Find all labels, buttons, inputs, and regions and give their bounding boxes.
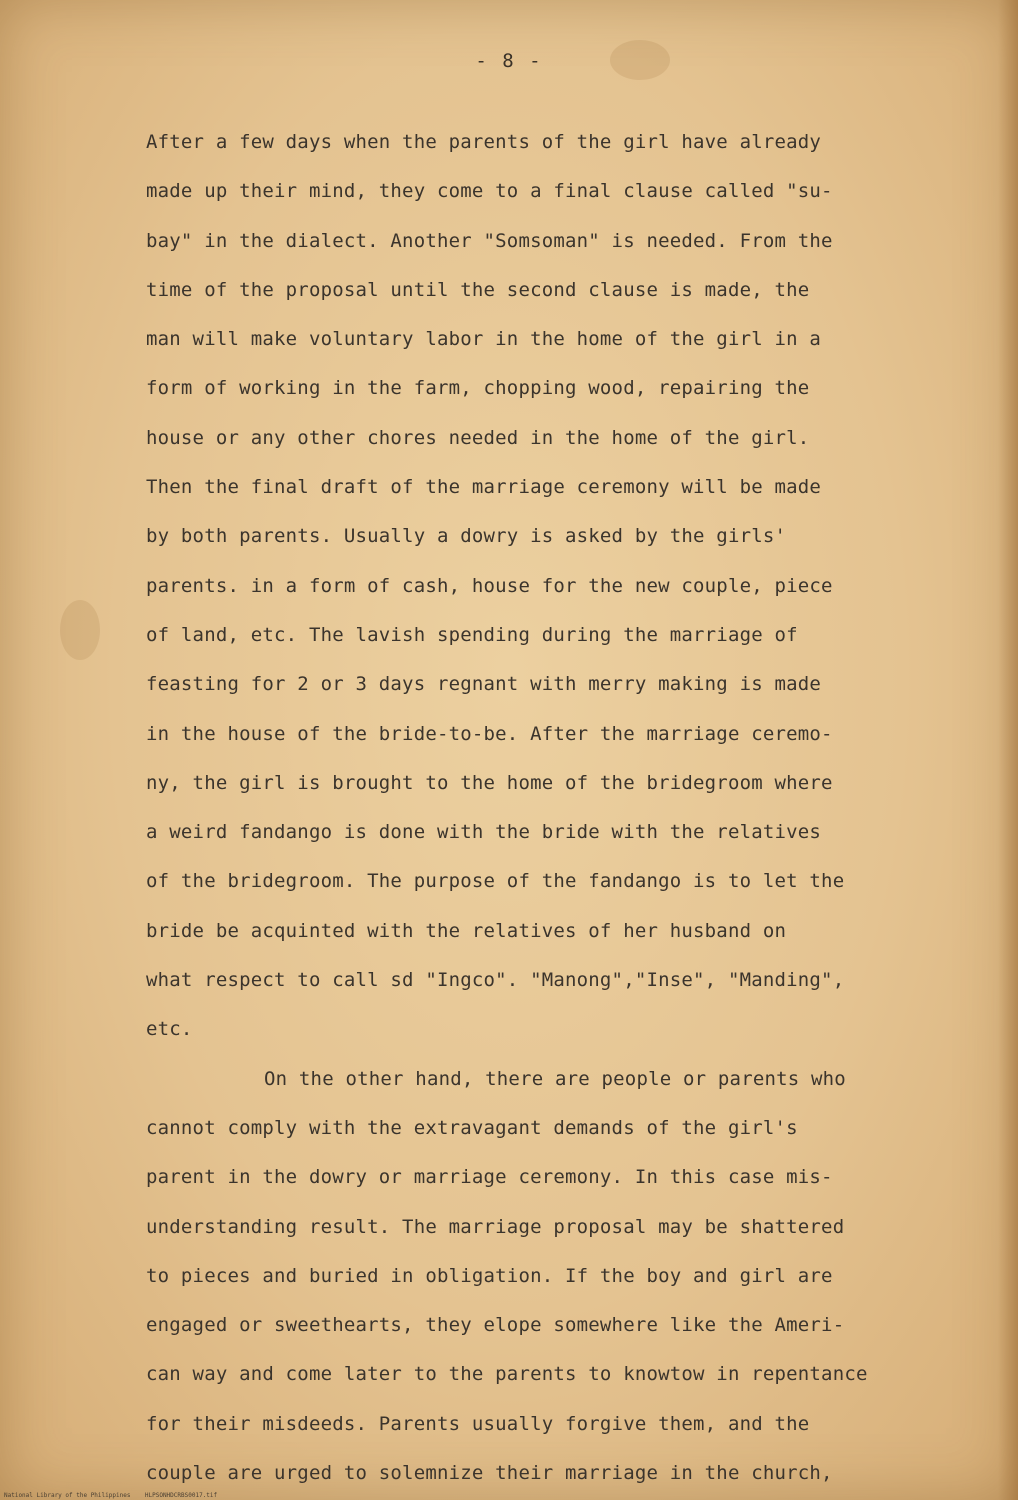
page-number: - 8 - (475, 50, 543, 72)
text-line: can way and come later to the parents to knowtow in repentance (146, 1363, 868, 1386)
text-line: by both parents. Usually a dowry is asked by the girls' (146, 525, 787, 548)
text-line: understanding result. The marriage proposal may be shattered (146, 1215, 845, 1238)
text-line: etc. (146, 1018, 193, 1041)
text-line: On the other hand, there are people or parents who (264, 1067, 846, 1090)
text-line: for their misdeeds. Parents usually forgive them, and the (146, 1412, 810, 1435)
text-line: man will make voluntary labor in the home of the girl in a (146, 328, 822, 351)
text-line: a weird fandango is done with the bride with the relatives (146, 821, 822, 844)
text-line: made up their mind, they come to a final clause called "su- (146, 180, 833, 203)
text-line: form of working in the farm, chopping wood, repairing the (146, 377, 810, 400)
paragraph-1 (146, 118, 946, 1055)
source-footer: National Library of the Philippines HLPSONHDCRBS0017.tif (4, 1492, 218, 1499)
text-line: ny, the girl is brought to the home of the bridegroom where (146, 771, 833, 794)
text-line: parent in the dowry or marriage ceremony. In this case mis- (146, 1166, 833, 1189)
text-line: After a few days when the parents of the girl have already (146, 131, 822, 153)
paper-stain (60, 600, 100, 660)
text-line: couple are urged to solemnize their marriage in the church, (146, 1462, 833, 1485)
text-line: house or any other chores needed in the home of the girl. (146, 426, 810, 449)
text-line: engaged or sweethearts, they elope somewhere like the Ameri- (146, 1314, 845, 1337)
text-line: of the bridegroom. The purpose of the fandango is to let the (146, 870, 845, 893)
body-text (146, 118, 946, 1498)
text-line: of land, etc. The lavish spending during the marriage of (146, 623, 798, 646)
text-line: Then the final draft of the marriage ceremony will be made (146, 476, 822, 499)
text-line: parents. in a form of cash, house for the new couple, piece (146, 574, 833, 597)
text-line: bride be acquinted with the relatives of her husband on (146, 919, 787, 942)
text-line: cannot comply with the extravagant demands of the girl's (146, 1116, 798, 1139)
text-line: what respect to call sd "Ingco". "Manong","Inse", "Manding", (146, 969, 845, 992)
text-line: to pieces and buried in obligation. If the boy and girl are (146, 1264, 833, 1287)
paragraph-2 (146, 1055, 946, 1499)
text-line: bay" in the dialect. Another "Somsoman" is needed. From the (146, 229, 833, 252)
text-line: in the house of the bride-to-be. After the marriage ceremo- (146, 722, 833, 745)
page-edge-shadow (998, 0, 1018, 1500)
text-line: time of the proposal until the second clause is made, the (146, 278, 810, 301)
text-line: feasting for 2 or 3 days regnant with merry making is made (146, 673, 822, 696)
